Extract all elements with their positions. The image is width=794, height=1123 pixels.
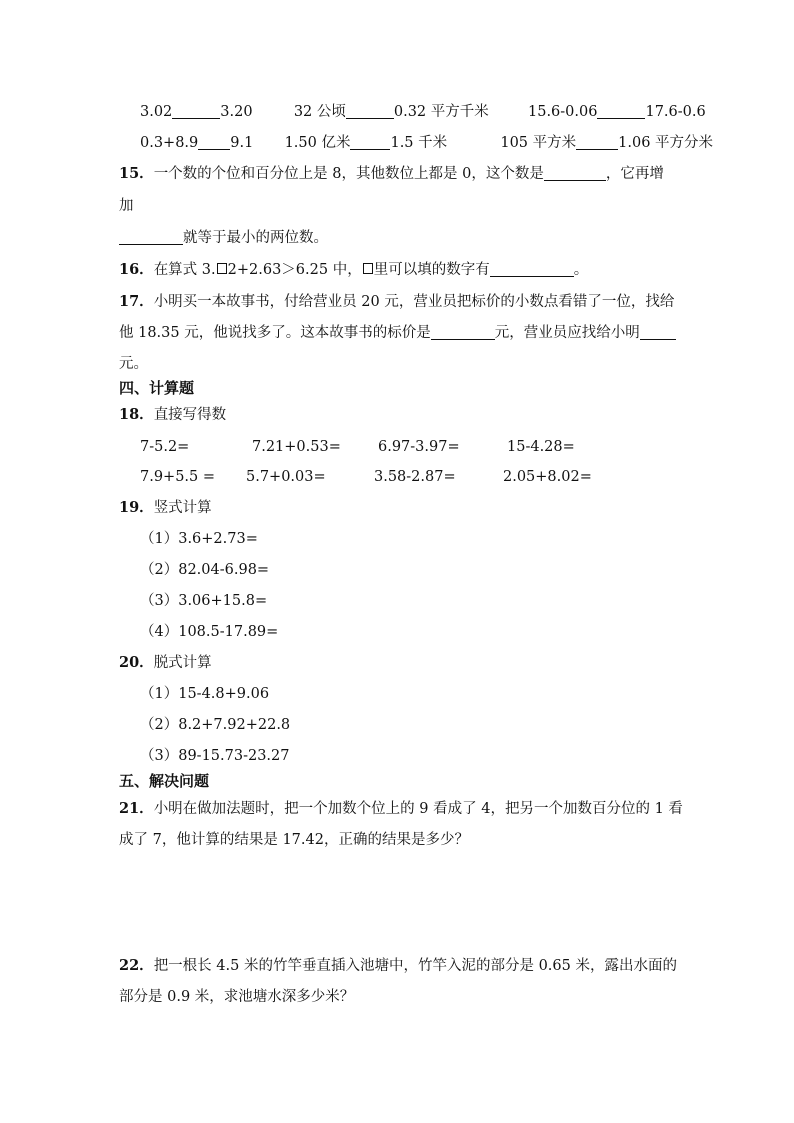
section-heading-5: 五、解决问题 (119, 772, 210, 790)
answer-blank[interactable] (490, 260, 574, 277)
oral-calc-item: 7.9+5.5 = (140, 469, 216, 485)
comparison-left: 3.02 (140, 104, 173, 120)
comparison-right: 1.06 平方分米 (618, 135, 714, 151)
question-number: 19． (119, 499, 154, 516)
question-22-line2 (119, 986, 354, 1008)
question-number: 21． (119, 800, 154, 817)
question-16 (119, 259, 588, 281)
answer-blank[interactable] (172, 102, 220, 119)
comparison-right: 3.20 (220, 104, 253, 120)
comparison-right: 0.32 平方千米 (393, 104, 489, 120)
answer-blank[interactable] (198, 133, 230, 150)
question-text: ，它再增 (605, 166, 664, 182)
question-number: 16． (119, 261, 154, 278)
question-text: 元。 (119, 356, 148, 372)
vertical-calc-item: （4）108.5-17.89= (140, 624, 279, 640)
question-text: 2+2.63＞6.25 中， (227, 262, 362, 278)
vertical-calc-item: （2）82.04-6.98= (140, 562, 270, 578)
oral-calc-item: 5.7+0.03= (246, 469, 326, 485)
vertical-calc-item: （3）3.06+15.8= (140, 593, 268, 609)
question-15-end (119, 227, 328, 249)
oral-calc-item: 3.58-2.87= (374, 469, 456, 485)
question-21-line2 (119, 829, 469, 851)
comparison-right: 17.6-0.6 (645, 104, 706, 120)
question-text: 小明在做加法题时，把一个加数个位上的 9 看成了 4，把另一个加数百分位的 1 看 (153, 801, 683, 817)
comparison-right: 9.1 (230, 135, 254, 151)
question-15 (119, 163, 664, 185)
question-text: 加 (119, 198, 134, 214)
section-heading-4: 四、计算题 (119, 379, 195, 397)
oral-calc-item: 6.97-3.97= (378, 439, 460, 455)
oral-calc-item: 7.21+0.53= (252, 439, 341, 455)
answer-blank[interactable] (544, 164, 606, 181)
question-text: 小明买一本故事书，付给营业员 20 元，营业员把标价的小数点看错了一位，找给 (153, 294, 675, 310)
question-21 (119, 798, 683, 820)
question-text: 他 18.35 元，他说找多了。这本故事书的标价是 (119, 325, 431, 341)
oral-calc-item: 2.05+8.02= (503, 469, 592, 485)
question-title: 竖式计算 (153, 500, 212, 516)
step-calc-item: （1）15-4.8+9.06 (140, 686, 270, 702)
question-15-continued (119, 195, 134, 217)
vertical-calc-item: （1）3.6+2.73= (140, 531, 258, 547)
question-number: 15． (119, 165, 154, 182)
question-text: 把一根长 4.5 米的竹竿垂直插入池塘中，竹竿入泥的部分是 0.65 米，露出水面的 (153, 958, 677, 974)
answer-blank[interactable] (350, 133, 390, 150)
question-text: 。 (573, 262, 589, 278)
comparison-left: 15.6-0.06 (528, 104, 598, 120)
step-calc-item: （2）8.2+7.92+22.8 (140, 717, 291, 733)
question-text: 里可以填的数字有 (373, 262, 490, 278)
question-number: 18． (119, 406, 154, 423)
question-title: 脱式计算 (153, 655, 212, 671)
box-placeholder-icon (217, 263, 227, 274)
comparison-right: 1.5 千米 (390, 135, 448, 151)
question-text: 元，营业员应找给小明 (494, 325, 640, 341)
step-calc-item: （3）89-15.73-23.27 (140, 748, 290, 764)
box-placeholder-icon (363, 263, 373, 274)
answer-blank[interactable] (431, 323, 495, 340)
comparison-left: 0.3+8.9 (140, 135, 199, 151)
answer-blank[interactable] (576, 133, 618, 150)
answer-blank[interactable] (597, 102, 645, 119)
question-22 (119, 955, 677, 977)
comparison-row-1 (140, 101, 706, 123)
question-text: 部分是 0.9 米，求池塘水深多少米？ (119, 989, 355, 1005)
answer-blank[interactable] (119, 228, 183, 245)
question-title: 直接写得数 (153, 407, 227, 423)
question-number: 22． (119, 957, 154, 974)
question-17 (119, 291, 674, 313)
question-number: 17． (119, 293, 154, 310)
question-20 (119, 652, 212, 674)
question-text: 一个数的个位和百分位上是 8，其他数位上都是 0，这个数是 (153, 166, 544, 182)
comparison-row-2 (140, 132, 713, 154)
question-number: 20． (119, 654, 154, 671)
question-19 (119, 497, 212, 519)
question-text: 在算式 3. (153, 262, 216, 278)
oral-calc-item: 7-5.2= (140, 439, 190, 455)
answer-blank[interactable] (640, 323, 676, 340)
question-text: 成了 7，他计算的结果是 17.42，正确的结果是多少？ (119, 832, 469, 848)
answer-blank[interactable] (346, 102, 394, 119)
comparison-left: 1.50 亿米 (284, 135, 351, 151)
question-17-line2 (119, 322, 676, 344)
question-text: 就等于最小的两位数。 (183, 230, 328, 246)
comparison-left: 32 公顷 (293, 104, 346, 120)
comparison-left: 105 平方米 (500, 135, 577, 151)
question-17-line3 (119, 353, 148, 375)
oral-calc-item: 15-4.28= (507, 439, 575, 455)
question-18 (119, 404, 226, 426)
